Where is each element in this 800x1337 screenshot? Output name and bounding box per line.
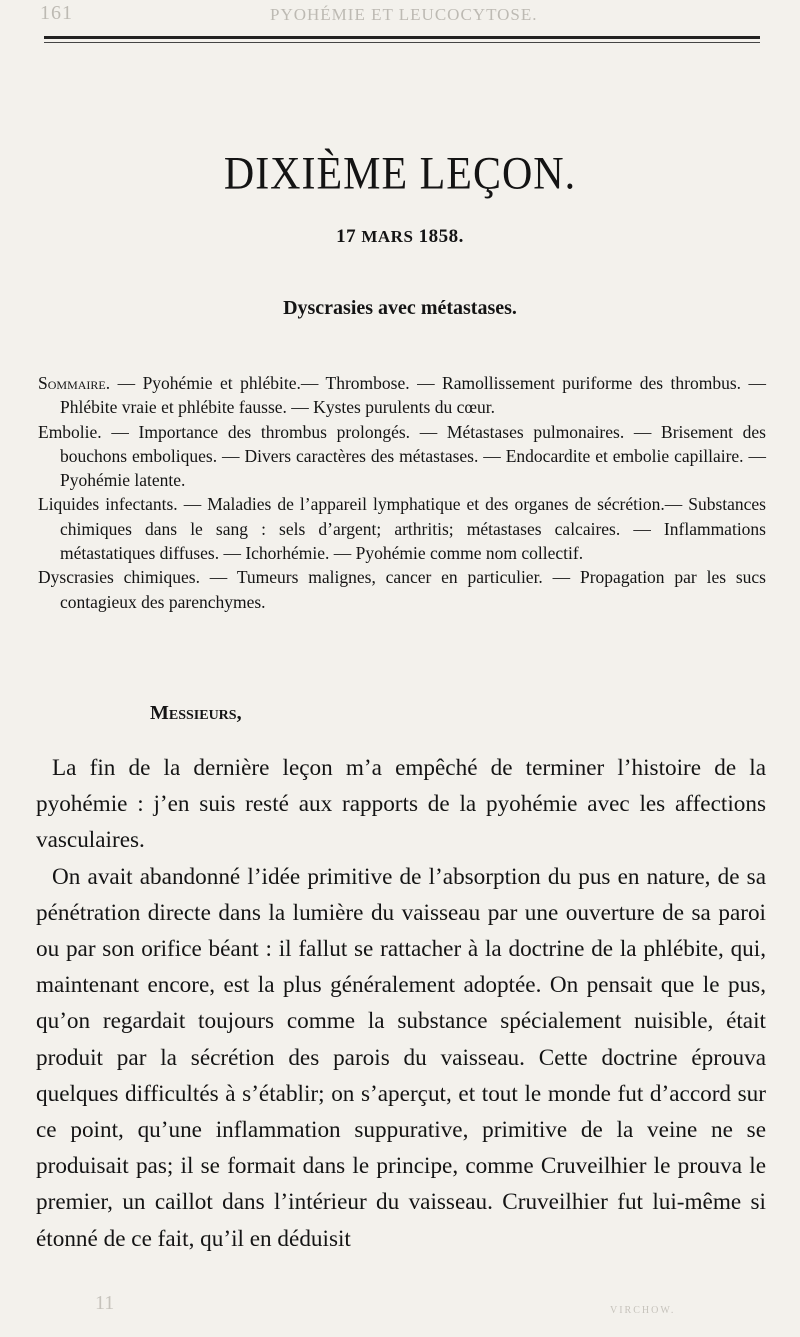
- summary-text: — Tumeurs malignes, cancer en particulier. — Propagation par les sucs contagieux des parenchymes.: [60, 567, 766, 612]
- body-text: [36, 750, 766, 1257]
- summary-block: [38, 371, 766, 614]
- summary-text: — Maladies de l’appareil lymphatique et des organes de sécrétion.— Substances chimiques dans le sang : sels d’argent; arthritis; métastases calcaires. — Inflammations métastatiques diffuses. — Ichorhémie. — Pyohémie comme nom collectif.: [60, 494, 766, 564]
- summary-lead: Embolie.: [38, 421, 102, 442]
- salutation: Messieurs,: [150, 702, 242, 724]
- summary-text: — Pyohémie et phlébite.— Thrombose. — Ramollissement puriforme des thrombus. — Phlébite vraie et phlébite fausse. — Kystes purulents du cœur.: [60, 373, 766, 418]
- header-rule-thin: [44, 42, 760, 43]
- signature-number: 11: [95, 1292, 115, 1314]
- running-header-title: PYOHÉMIE ET LEUCOCYTOSE.: [270, 5, 538, 24]
- summary-paragraph: [38, 565, 766, 614]
- summary-paragraph: [38, 371, 766, 420]
- lecon-title: DIXIÈME LEÇON.: [223, 148, 577, 200]
- summary-paragraph: [38, 420, 766, 493]
- summary-lead: Dyscrasies chimiques.: [38, 567, 200, 588]
- header-rule-thick: [44, 36, 760, 39]
- lecture-date: [0, 226, 800, 248]
- summary-text: — Importance des thrombus prolongés. — Métastases pulmonaires. — Brisement des bouchons emboliques. — Divers caractères des métastases. — Endocardite et embolie capillaire. — Pyohémie latente.: [60, 421, 766, 491]
- running-header: [30, 2, 770, 26]
- printer-mark: VIRCHOW.: [610, 1305, 676, 1316]
- page-number: 161: [40, 2, 73, 24]
- summary-lead: Sommaire.: [38, 373, 111, 393]
- date-month: MARS: [361, 227, 414, 246]
- body-paragraph: La fin de la dernière leçon m’a empêché de terminer l’histoire de la pyohémie : j’en suis resté aux rapports de la pyohémie avec les affections vasculaires.: [36, 755, 766, 854]
- body-paragraph: On avait abandonné l’idée primitive de l’absorption du pus en nature, de sa pénétration directe dans la lumière du vaisseau par une ouverture de sa paroi ou par son orifice béant : il fallut se rattacher à la doctrine de la phlébite, qui, maintenant encore, est la plus généralement adoptée. On pensait que le pus, qu’on regardait toujours comme la substance spécialement nuisible, était produit par la sécrétion des parois du vaisseau. Cette doctrine éprouva quelques difficultés à s’établir; on s’aperçut, et tout le monde fut d’accord sur ce point, qu’une inflammation suppurative, primitive de la veine ne se produisait pas; il se formait dans le principe, comme Cruveilhier le prouva le premier, un caillot dans l’intérieur du vaisseau. Cruveilhier fut lui-même si étonné de ce fait, qu’il en déduisit: [36, 863, 766, 1252]
- summary-paragraph: [38, 492, 766, 565]
- date-year: 1858.: [418, 226, 464, 247]
- lecture-subject: Dyscrasies avec métastases.: [283, 297, 517, 319]
- date-day: 17: [336, 226, 357, 247]
- summary-lead: Liquides infectants.: [38, 494, 178, 515]
